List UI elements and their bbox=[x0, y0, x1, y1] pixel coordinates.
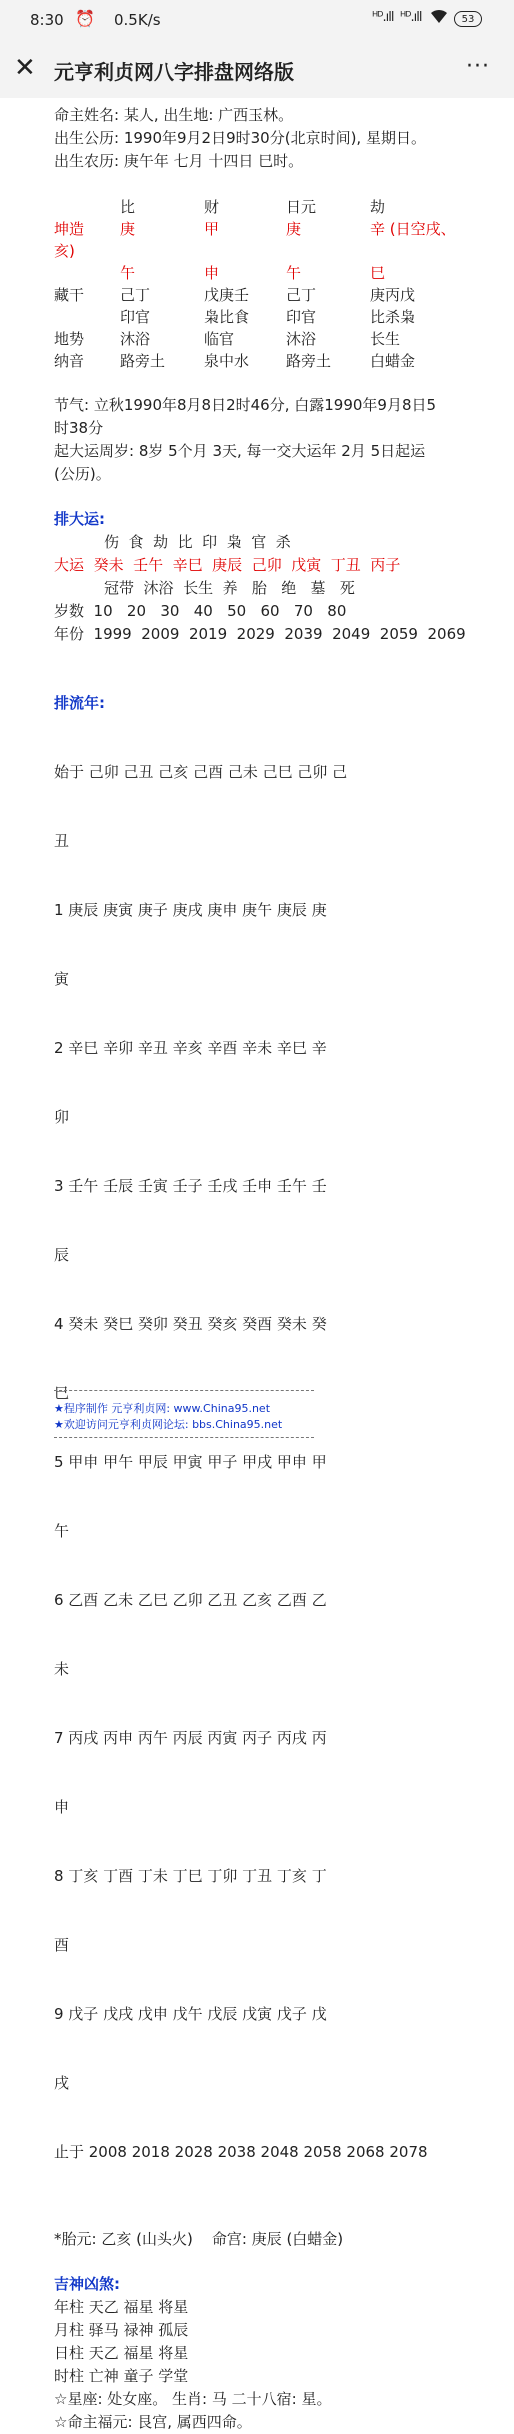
liunian-row-wrap: 辰 bbox=[54, 1246, 70, 1264]
jieqi-line: 节气: 立秋1990年8月8日2时46分, 白露1990年9月8日5 bbox=[54, 396, 437, 414]
header-3: 日元 bbox=[286, 198, 317, 216]
dayun-years: 年份 1999 2009 2019 2029 2039 2049 2059 2069 bbox=[54, 625, 466, 643]
footer-credit: ★程序制作 元亨利贞网: www.China95.net bbox=[54, 1402, 271, 1415]
title-bar bbox=[0, 42, 514, 98]
header-2: 财 bbox=[204, 198, 220, 216]
nayin-1: 路旁土 bbox=[120, 352, 166, 370]
liunian-row: 4 癸未 癸巳 癸卯 癸丑 癸亥 癸酉 癸未 癸 bbox=[54, 1315, 327, 1333]
header-4: 劫 bbox=[370, 198, 386, 216]
wifi-icon bbox=[430, 8, 448, 28]
liunian-row-wrap: 戌 bbox=[54, 2074, 70, 2092]
jieqi-block bbox=[54, 394, 464, 486]
liunian-end: 止于 2008 2018 2028 2038 2048 2058 2068 2078 bbox=[54, 2143, 428, 2161]
shensha-block bbox=[54, 2273, 464, 2434]
battery-icon: 53 bbox=[454, 11, 482, 27]
dayun-label: 大运 bbox=[54, 556, 85, 574]
liunian-row-wrap: 酉 bbox=[54, 1936, 70, 1954]
dishi-3: 沐浴 bbox=[286, 330, 317, 348]
signal-icon: ᴴᴰ.ıll bbox=[372, 10, 394, 25]
status-time: 8:30 bbox=[30, 11, 64, 29]
status-bar bbox=[0, 0, 514, 42]
dayun-row bbox=[54, 554, 464, 577]
liunian-row: 8 丁亥 丁酉 丁未 丁巳 丁卯 丁丑 丁亥 丁 bbox=[54, 1867, 327, 1885]
dishi-label: 地势 bbox=[54, 330, 85, 348]
liunian-row-wrap: 午 bbox=[54, 1522, 70, 1540]
dayun-yun: 癸未 壬午 辛巳 庚辰 己卯 戊寅 丁丑 丙子 bbox=[93, 556, 401, 574]
liunian-row-wrap: 未 bbox=[54, 1660, 70, 1678]
nayin-label: 纳音 bbox=[54, 352, 85, 370]
shishen-4: 比杀枭 bbox=[370, 308, 416, 326]
bazi-table bbox=[54, 196, 464, 380]
canggan-4: 庚丙戊 bbox=[370, 286, 416, 304]
stems-label: 坤造 bbox=[54, 220, 85, 238]
qiyun-line: (公历)。 bbox=[54, 465, 111, 483]
shensha-line: 月柱 驿马 禄神 孤辰 bbox=[54, 2321, 189, 2339]
shishen-3: 印官 bbox=[286, 308, 317, 326]
branch-4: 巳 bbox=[370, 264, 386, 282]
liunian-row-wrap: 巳 bbox=[54, 1384, 70, 1402]
info-name: 命主姓名: 某人, 出生地: 广西玉林。 bbox=[54, 106, 294, 124]
canggan-1: 己丁 bbox=[120, 286, 151, 304]
stem-1: 庚 bbox=[120, 220, 136, 238]
liunian-row: 1 庚辰 庚寅 庚子 庚戌 庚申 庚午 庚辰 庚 bbox=[54, 901, 327, 919]
alarm-icon: ⏰ bbox=[75, 9, 95, 28]
branch-2: 申 bbox=[204, 264, 220, 282]
liunian-row: 6 乙酉 乙未 乙巳 乙卯 乙丑 乙亥 乙酉 乙 bbox=[54, 1591, 327, 1609]
taiyuan-minggong: *胎元: 乙亥 (山头火) 命宫: 庚辰 (白蜡金) bbox=[54, 2230, 344, 2248]
nayin-3: 路旁土 bbox=[286, 352, 332, 370]
dayun-heading: 排大运: bbox=[54, 510, 105, 528]
jieqi-line: 时38分 bbox=[54, 419, 104, 437]
canggan-3: 己丁 bbox=[286, 286, 317, 304]
liunian-row: 5 甲申 甲午 甲辰 甲寅 甲子 甲戌 甲申 甲 bbox=[54, 1453, 327, 1471]
footer-divider bbox=[54, 1437, 314, 1438]
liunian-row-wrap: 申 bbox=[54, 1798, 70, 1816]
liunian-row: 2 辛巳 辛卯 辛丑 辛亥 辛酉 辛未 辛巳 辛 bbox=[54, 1039, 327, 1057]
footer-forum-link[interactable]: ★欢迎访问元亨利贞网论坛: bbs.China95.net bbox=[54, 1418, 283, 1431]
shishen-2: 枭比食 bbox=[204, 308, 250, 326]
branch-3: 午 bbox=[286, 264, 302, 282]
dishi-2: 临官 bbox=[204, 330, 235, 348]
network-speed: 0.5K/s bbox=[114, 11, 161, 29]
liunian-row: 7 丙戌 丙申 丙午 丙辰 丙寅 丙子 丙戌 丙 bbox=[54, 1729, 327, 1747]
header-1: 比 bbox=[120, 198, 136, 216]
info-lunar: 出生农历: 庚午年 七月 十四日 巳时。 bbox=[54, 152, 304, 170]
shensha-line: 日柱 天乙 福星 将星 bbox=[54, 2344, 189, 2362]
fuyuan-line: ☆命主福元: 艮宫, 属西四命。 bbox=[54, 2413, 252, 2431]
stem-2: 甲 bbox=[204, 220, 220, 238]
liunian-start-wrap: 丑 bbox=[54, 832, 70, 850]
branch-1: 午 bbox=[120, 264, 136, 282]
footer-divider bbox=[54, 1390, 314, 1391]
shensha-heading: 吉神凶煞: bbox=[54, 2275, 120, 2293]
xingzuo-line: ☆星座: 处女座。 生肖: 马 二十八宿: 星。 bbox=[54, 2390, 332, 2408]
dayun-dishi: 冠带 沐浴 长生 养 胎 绝 墓 死 bbox=[104, 579, 355, 597]
qiyun-line: 起大运周岁: 8岁 5个月 3天, 每一交大运年 2月 5日起运 bbox=[54, 442, 426, 460]
shensha-line: 时柱 亡神 童子 学堂 bbox=[54, 2367, 189, 2385]
page-title: 元亨利贞网八字排盘网络版 bbox=[54, 60, 294, 84]
stem-3: 庚 bbox=[286, 220, 302, 238]
liunian-row-wrap: 寅 bbox=[54, 970, 70, 988]
bazi-content bbox=[54, 104, 464, 2434]
dishi-4: 长生 bbox=[370, 330, 401, 348]
liunian-heading: 排流年: bbox=[54, 694, 105, 712]
dayun-ages: 岁数 10 20 30 40 50 60 70 80 bbox=[54, 602, 347, 620]
close-icon[interactable]: ✕ bbox=[14, 53, 36, 83]
dayun-block bbox=[54, 508, 464, 646]
liunian-start: 始于 己卯 己丑 己亥 己酉 己未 己巳 己卯 己 bbox=[54, 763, 348, 781]
liunian-row-wrap: 卯 bbox=[54, 1108, 70, 1126]
stem-4: 辛 (日空戌、 bbox=[370, 220, 456, 238]
canggan-label: 藏干 bbox=[54, 286, 85, 304]
info-solar: 出生公历: 1990年9月2日9时30分(北京时间), 星期日。 bbox=[54, 129, 426, 147]
nayin-4: 白蜡金 bbox=[370, 352, 416, 370]
canggan-2: 戊庚壬 bbox=[204, 286, 250, 304]
shensha-line: 年柱 天乙 福星 将星 bbox=[54, 2298, 189, 2316]
dishi-1: 沐浴 bbox=[120, 330, 151, 348]
liunian-row: 9 戊子 戊戌 戊申 戊午 戊辰 戊寅 戊子 戊 bbox=[54, 2005, 327, 2023]
nayin-2: 泉中水 bbox=[204, 352, 250, 370]
stems-label-cont: 亥) bbox=[54, 242, 75, 260]
dayun-shishen: 伤 食 劫 比 印 枭 官 杀 bbox=[104, 533, 291, 551]
signal-icon-2: ᴴᴰ.ıll bbox=[400, 10, 422, 25]
shishen-1: 印官 bbox=[120, 308, 151, 326]
more-menu-icon[interactable]: ··· bbox=[466, 54, 490, 79]
liunian-row: 3 壬午 壬辰 壬寅 壬子 壬戌 壬申 壬午 壬 bbox=[54, 1177, 327, 1195]
footer bbox=[54, 1390, 314, 1438]
